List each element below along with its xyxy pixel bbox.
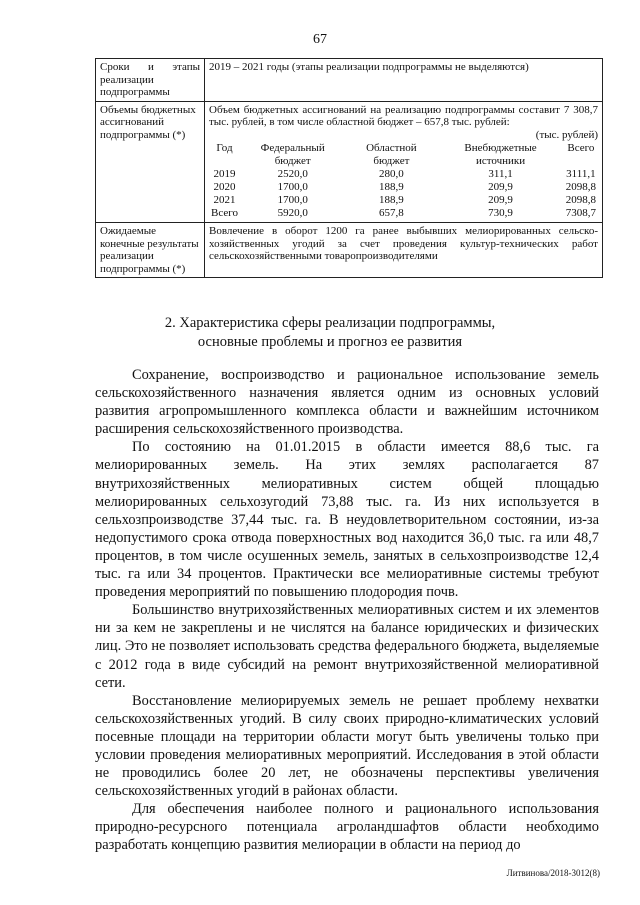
paragraph: Сохранение, воспроизводство и рациональное использование земель сельскохозяйственного назначения является одним из основных условий развития агропромышленного комплекса области и важнейшим источником расширения сельскохозяйственного производства. [95,367,599,438]
budget-cell: 3111,1 [566,168,596,180]
section-heading-line-2: основные проблемы и прогноз ее развития [197,334,463,350]
budget-cell: 1700,0 [277,194,308,206]
table-row [96,101,603,223]
budget-header-total: Всего [567,142,595,154]
budget-cell: 7308,7 [565,207,596,219]
budget-cell: 2021 [213,194,236,206]
budget-cell: 5920,0 [277,207,308,219]
section-heading [60,314,600,352]
budget-cell: 311,1 [488,168,513,180]
budget-cell: 657,8 [379,207,404,219]
budget-header-year: Год [216,142,233,154]
table-row [209,194,598,207]
paragraph: По состоянию на 01.01.2015 в области имеется 88,6 тыс. га мелиорированных земель. На этих землях располагается 87 внутрихозяйственных мелиоративных систем общей площадью мелиорированных сельхозугодий 73,88 тыс. га. Из них используется в сельхозпроизводстве 37,44 тыс. га. В неудовлетворительном состоянии, из-за недопустимого срока отвода поверхностных вод находится 36,0 тыс. га или 48,7 процентов, в том числе осушенных земель, занятых в сельхозпроизводстве 12,4 тыс. га или 34 процентов. Практически все мелиоративные системы требуют проведения мероприятий по повышению плодородия почв. [95,439,599,601]
document-code: Литвинова/2018-3012(8) [506,868,600,878]
budget-header-row [209,142,598,168]
body-text [95,366,599,855]
row-label-budget: Объемы бюджетных ассигнований подпрограммы (*) [96,101,205,223]
budget-cell: 2098,8 [565,194,596,206]
budget-cell: 2019 [213,168,236,180]
row-value-results: Вовлечение в оборот 1200 га ранее выбывших мелиорированных сельско-хозяйственных угодий за счет проведения культур-технических работ сельскохозяйственными товаропроизводителями [205,223,603,278]
budget-cell: 2098,8 [565,181,596,193]
budget-header-regional: Областной бюджет [366,142,417,167]
budget-cell: 2020 [213,181,236,193]
budget-unit-label: (тыс. рублей) [535,128,598,141]
passport-table [95,58,603,278]
budget-header-extrabudget: Внебюджетные источники [464,142,537,167]
budget-header-federal: Федеральный бюджет [260,142,325,167]
row-value-budget [205,101,603,223]
paragraph: Восстановление мелиорируемых земель не решает проблему нехватки сельскохозяйственных угодий. В силу своих природно-климатических условий посевные площади на территории области могут быть увеличены только при условии проведения мелиоративных мероприятий. Исследования в этой области не проводились более 20 лет, не обозначены перспективы увеличения сельскохозяйственных угодий в районах области. [95,692,599,800]
budget-cell: Всего [211,207,238,219]
paragraph: Для обеспечения наиболее полного и рационального использования природно-ресурсного потенциала агроландшафтов области необходимо разработать концепцию развития мелиорации в области на период до [95,801,599,854]
budget-summary-text: Объем бюджетных ассигнований на реализацию подпрограммы составит 7 308,7 тыс. рублей, в том числе областной бюджет – 657,8 тыс. рублей: [209,103,598,128]
row-label-results: Ожидаемые конечные результаты реализации подпрограммы (*) [96,223,205,278]
budget-cell: 280,0 [379,168,404,180]
budget-cell: 209,9 [488,181,513,193]
table-row [209,207,598,220]
row-value-terms: 2019 – 2021 годы (этапы реализации подпрограммы не выделяются) [205,59,603,102]
table-row [209,168,598,181]
table-row [96,59,603,102]
row-label-terms: Сроки и этапы реализации подпрограммы [96,59,205,102]
page-number: 67 [313,32,327,47]
budget-cell: 209,9 [488,194,513,206]
paragraph: Большинство внутрихозяйственных мелиоративных систем и их элементов ни за кем не закреплены и не числятся на балансе юридических и физических лиц. Это не позволяет использовать средства федерального бюджета, выделяемые с 2012 года в виде субсидий на ремонт внутрихозяйственной мелиоративной сети. [95,602,599,691]
budget-table [209,142,598,220]
table-row [96,223,603,278]
budget-cell: 1700,0 [277,181,308,193]
budget-cell: 2520,0 [277,168,308,180]
table-row [209,181,598,194]
section-heading-line-1: 2. Характеристика сферы реализации подпрограммы, [164,315,496,331]
budget-cell: 730,9 [488,207,513,219]
budget-cell: 188,9 [379,194,404,206]
budget-cell: 188,9 [379,181,404,193]
